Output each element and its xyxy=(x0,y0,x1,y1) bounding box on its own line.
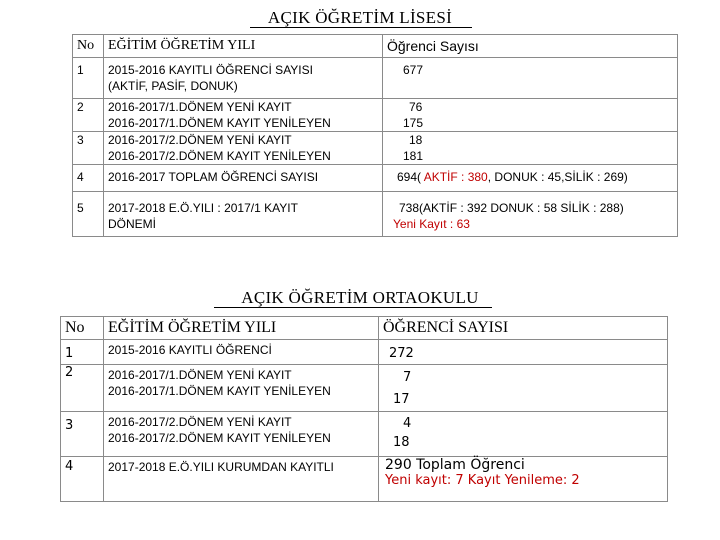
lise-header-year: EĞİTİM ÖĞRETİM YILI xyxy=(104,35,383,58)
row-label xyxy=(104,192,383,237)
row-label xyxy=(104,365,379,412)
lise-table xyxy=(72,34,678,237)
row-label-line: 2016-2017/2.DÖNEM KAYIT YENİLEYEN xyxy=(108,431,331,445)
row-no: 3 xyxy=(73,132,104,165)
row-no: 1 xyxy=(73,58,104,99)
row-label-line: 2017-2018 E.Ö.YILI : 2017/1 KAYIT xyxy=(108,201,298,215)
table-row xyxy=(61,340,668,365)
row-label xyxy=(104,340,379,365)
ortaokul-table xyxy=(60,316,668,502)
row-label xyxy=(104,412,379,457)
row-label-line: (AKTİF, PASİF, DONUK) xyxy=(108,79,238,93)
ortaokul-title: AÇIK ÖĞRETİM ORTAOKULU xyxy=(241,288,479,307)
row-label xyxy=(104,99,383,132)
row-value-line: 18 xyxy=(393,435,410,450)
row-value xyxy=(379,365,668,412)
row-label-line: 2015-2016 KAYITLI ÖĞRENCİ SAYISI xyxy=(108,63,313,77)
row-label-line: 2015-2016 KAYITLI ÖĞRENCİ xyxy=(108,343,272,357)
row-value-red: Yeni kayıt: 7 Kayıt Yenileme: 2 xyxy=(385,473,580,488)
row-value xyxy=(379,457,668,502)
table-row xyxy=(73,99,678,132)
row-label xyxy=(104,132,383,165)
row-label xyxy=(104,58,383,99)
row-no: 4 xyxy=(73,165,104,192)
row-value-line: 18 xyxy=(409,133,423,147)
row-value xyxy=(383,165,678,192)
row-value-line: 4 xyxy=(403,416,412,431)
row-label-line: 2016-2017/1.DÖNEM YENİ KAYIT xyxy=(108,368,292,382)
table-row xyxy=(73,192,678,237)
row-no: 4 xyxy=(61,457,104,502)
row-label-line: 2016-2017/2.DÖNEM YENİ KAYIT xyxy=(108,133,292,147)
ortaokul-header-row xyxy=(61,317,668,340)
ortaokul-header-no: No xyxy=(61,317,104,340)
row-value: 677 xyxy=(383,58,678,99)
row-value-line: 7 xyxy=(403,370,412,385)
row-no: 1 xyxy=(61,340,104,365)
row-label-line: 2016-2017/2.DÖNEM KAYIT YENİLEYEN xyxy=(108,149,331,163)
row-value-suffix: , DONUK : 45,SİLİK : 269) xyxy=(487,170,628,184)
table-row xyxy=(61,457,668,502)
row-value-main: 290 Toplam Öğrenci xyxy=(385,457,525,473)
row-no: 2 xyxy=(61,365,104,412)
row-label xyxy=(104,165,383,192)
table-row xyxy=(73,58,678,99)
ortaokul-header-year: EĞİTİM ÖĞRETİM YILI xyxy=(104,317,379,340)
row-label-line: 2016-2017/1.DÖNEM KAYIT YENİLEYEN xyxy=(108,384,331,398)
row-label-line: 2016-2017/2.DÖNEM YENİ KAYIT xyxy=(108,415,292,429)
lise-header-count: Öğrenci Sayısı xyxy=(383,35,678,58)
lise-title-underline xyxy=(250,27,472,28)
row-value-main: 738(AKTİF : 392 DONUK : 58 SİLİK : 288) xyxy=(399,201,624,215)
row-value: 272 xyxy=(379,340,668,365)
row-label xyxy=(104,457,379,502)
row-label-line: 2016-2017/1.DÖNEM KAYIT YENİLEYEN xyxy=(108,116,331,130)
row-label-line: 2016-2017 TOPLAM ÖĞRENCİ SAYISI xyxy=(108,170,319,184)
row-value-red: Yeni Kayıt : 63 xyxy=(393,217,470,231)
row-value xyxy=(383,192,678,237)
table-row xyxy=(73,165,678,192)
row-value-red: AKTİF : 380 xyxy=(423,170,488,184)
row-value xyxy=(379,412,668,457)
row-value xyxy=(383,99,678,132)
table-row xyxy=(61,412,668,457)
table-row xyxy=(73,132,678,165)
row-value-line: 76 xyxy=(409,100,423,114)
row-label-line: DÖNEMİ xyxy=(108,217,156,231)
table-row xyxy=(61,365,668,412)
row-label-line: 2017-2018 E.Ö.YILI KURUMDAN KAYITLI xyxy=(108,460,334,474)
lise-header-row xyxy=(73,35,678,58)
lise-header-no: No xyxy=(73,35,104,58)
row-value xyxy=(383,132,678,165)
row-no: 2 xyxy=(73,99,104,132)
ortaokul-title-underline xyxy=(214,307,492,308)
row-value-line: 181 xyxy=(403,149,424,163)
ortaokul-header-count: ÖĞRENCİ SAYISI xyxy=(379,317,668,340)
row-value-prefix: 694( xyxy=(397,170,424,184)
lise-title: AÇIK ÖĞRETİM LİSESİ xyxy=(267,8,453,27)
row-no: 3 xyxy=(61,412,104,457)
row-value-line: 17 xyxy=(393,392,410,407)
row-value-line: 175 xyxy=(403,116,424,130)
row-no: 5 xyxy=(73,192,104,237)
row-label-line: 2016-2017/1.DÖNEM YENİ KAYIT xyxy=(108,100,292,114)
